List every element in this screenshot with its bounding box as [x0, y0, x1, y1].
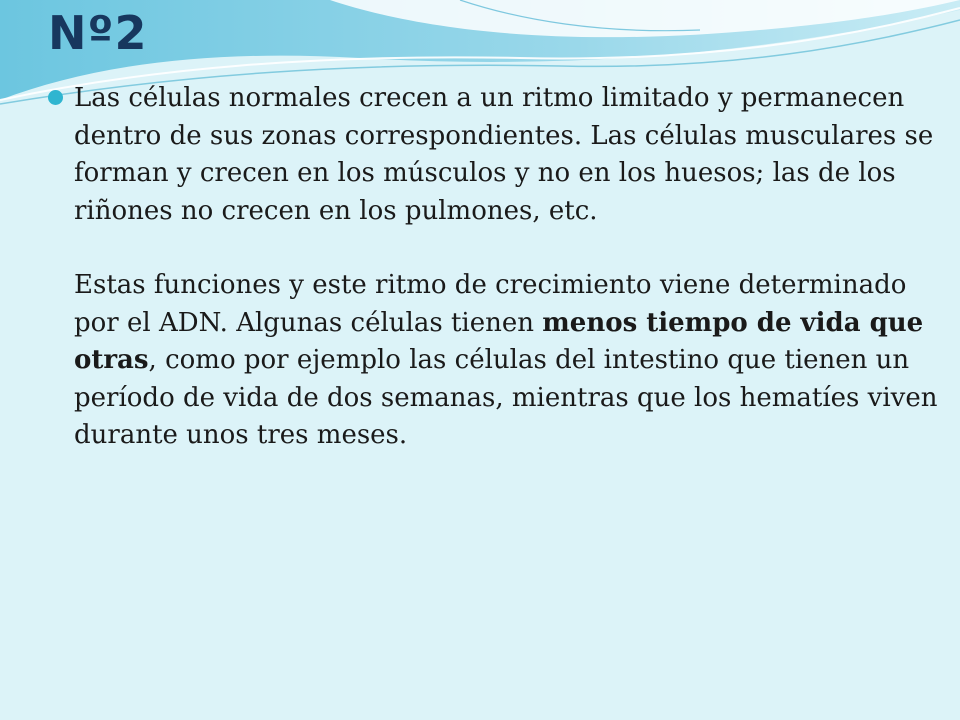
paragraph-1: Las células normales crecen a un ritmo limitado y permanecen dentro de sus zonas correspondientes. Las células musculares se forman y crecen en los músculos y no en los huesos; las de los riñones no crecen en los pulmones, etc. [74, 83, 934, 226]
bullet-dot-icon [48, 90, 63, 105]
paragraph-2 [74, 267, 938, 455]
bullet-item [48, 80, 938, 455]
paragraph-2-text-end: , como por ejemplo las células del intestino que tienen un período de vida de dos semanas, mientras que los hematíes viven durante unos tres meses. [74, 345, 938, 450]
paragraph-2-text-start: Estas funciones y este ritmo de crecimiento viene determinado por el ADN. Algunas células tienen [74, 270, 907, 338]
slide-content [48, 80, 938, 455]
slide-title: Nº2 [48, 6, 148, 60]
paragraph-2-bold-text: menos tiempo de vida que otras [74, 307, 924, 375]
